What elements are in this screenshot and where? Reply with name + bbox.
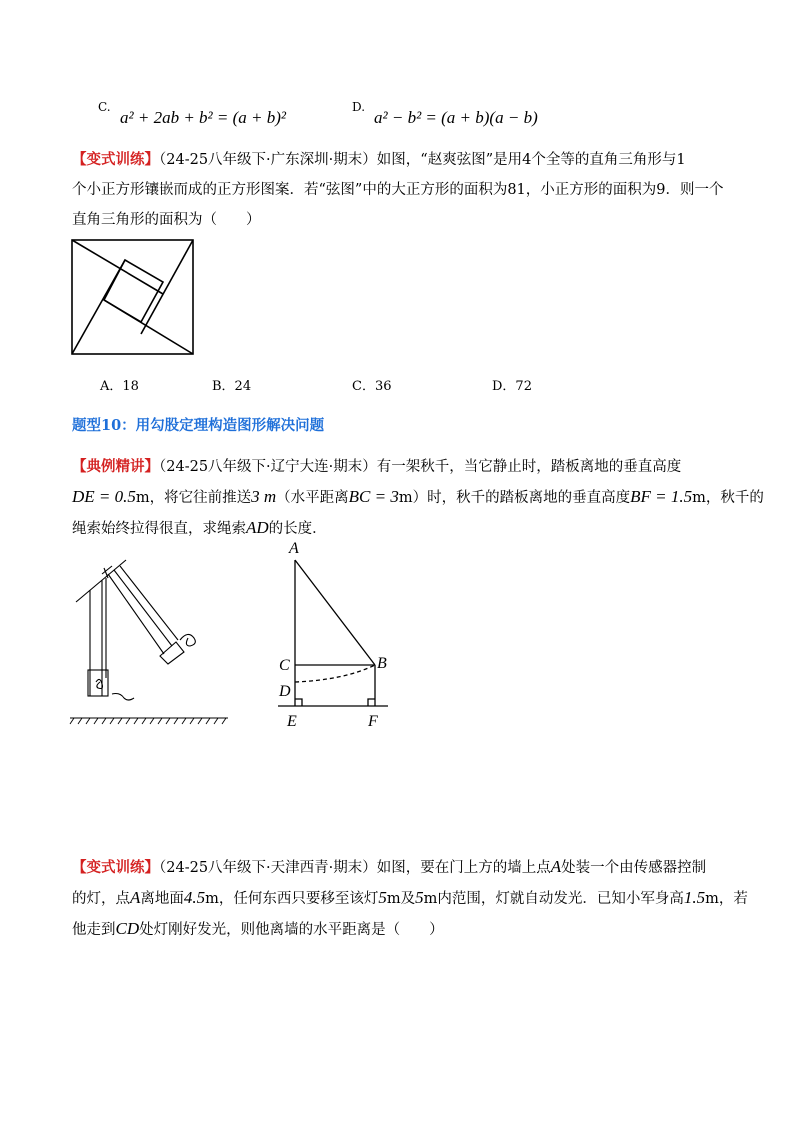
q3-text-2g: m及: [386, 891, 416, 907]
seat-squiggle-2: [112, 694, 134, 701]
q2-push: 3 m: [251, 487, 277, 506]
q2-line2: [72, 482, 764, 513]
q3-text-2e: m，任何东西只要移至该灯: [205, 891, 379, 907]
q2-text-3c: 的长度．: [268, 521, 327, 537]
q1-tag: 【变式训练】: [72, 151, 159, 168]
q2-line1: [72, 452, 752, 482]
zhao-shuang-figure: [70, 238, 196, 356]
option-d-label: D.: [352, 100, 366, 114]
geometry-figure: [276, 538, 396, 734]
label-c: C: [279, 657, 290, 674]
option-c-label: C.: [98, 100, 111, 114]
q2-de: DE = 0.5: [72, 487, 136, 506]
seat-pushed-squiggle: [180, 634, 195, 646]
triangle-edge: [72, 240, 163, 294]
q3-person-height: 1.5: [683, 888, 706, 907]
q2-line3: [72, 513, 752, 544]
segment-ab: [295, 560, 375, 665]
q2-text: [72, 452, 764, 544]
q3-text-3c: 处灯刚好发光，则他离墙的水平距离是（ ）: [139, 922, 444, 938]
q2-tag: 【典例精讲】: [72, 458, 159, 475]
ground-hatch: [70, 718, 226, 724]
beam: [76, 560, 126, 602]
outer-square: [72, 240, 193, 354]
option-d-formula: a² − b² = (a + b)(a − b): [374, 108, 538, 127]
q3-source: （24-25八年级下·天津西青·期末）: [159, 860, 377, 876]
right-angle-f: [368, 699, 375, 706]
seat-pushed: [160, 642, 184, 664]
q3-text-2i: m内范围，灯就自动发光．已知小军身高: [423, 891, 684, 907]
q3-dist1: 5: [378, 888, 387, 907]
q1-line2: 个小正方形镶嵌而成的正方形图案．若“弦图”中的大正方形的面积为81，小正方形的面积为9．则一个: [72, 182, 724, 198]
q1-source: （24-25八年级下·广东深圳·期末）: [159, 152, 377, 168]
q2-bf: BF = 1.5: [630, 487, 693, 506]
q3-line2: [72, 883, 752, 914]
q1-text: [72, 145, 732, 235]
q2-source: （24-25八年级下·辽宁大连·期末）: [159, 459, 377, 475]
q3-text-1c: 处装一个由传感器控制: [561, 860, 707, 876]
label-e: E: [287, 713, 297, 730]
q3-text-1a: 如图，要在门上方的墙上点: [376, 860, 551, 876]
swing-sketch: [68, 558, 234, 730]
q3-text-3a: 他走到: [72, 922, 116, 938]
q1-choices: [0, 375, 800, 395]
label-d: D: [279, 683, 291, 700]
q3-line1: [72, 852, 752, 883]
q2-text-2f: m）时，秋千的踏板离地的垂直高度: [398, 490, 631, 506]
q3-line3: [72, 914, 752, 945]
q3-point-a2: A: [130, 888, 141, 907]
choice-d[interactable]: D．72: [492, 379, 532, 394]
label-a: A: [289, 540, 299, 557]
seat-rest: [88, 670, 108, 696]
choice-b[interactable]: B．24: [212, 379, 252, 394]
q2-bc: BC = 3: [348, 487, 399, 506]
q3-point-a: A: [550, 857, 562, 876]
q3-height: 4.5: [183, 888, 206, 907]
label-f: F: [368, 713, 378, 730]
q2-text-2d: （水平距离: [276, 490, 349, 506]
inner-square: [104, 260, 163, 322]
label-b: B: [377, 655, 387, 672]
q1-line1: [72, 145, 732, 175]
q2-text-1: 有一架秋千，当它静止时，踏板离地的垂直高度: [376, 459, 682, 475]
triangle-edge: [141, 240, 193, 334]
section-title: 题型10：用勾股定理构造图形解决问题: [72, 417, 325, 434]
q2-text-2h: m，秋千的: [692, 490, 764, 506]
choice-c[interactable]: C．36: [352, 379, 392, 394]
q1-text-1: 如图，“赵爽弦图”是用4个全等的直角三角形与1: [376, 152, 686, 168]
q3-text-2c: 离地面: [140, 891, 184, 907]
q3-dist2: 5: [415, 888, 424, 907]
q3-cd: CD: [115, 919, 140, 938]
rope-right-2: [114, 570, 172, 646]
right-angle-e: [295, 699, 302, 706]
q3-text-2k: m，若: [705, 891, 748, 907]
q2-text-2b: m，将它往前推送: [135, 490, 252, 506]
q3-tag: 【变式训练】: [72, 859, 159, 876]
q2-ad: AD: [246, 518, 269, 537]
choice-a[interactable]: A．18: [100, 379, 139, 394]
q2-text-3a: 绳索始终拉得很直，求绳索: [72, 521, 246, 537]
q1-line3: 直角三角形的面积为（ ）: [72, 212, 261, 228]
option-c-formula: a² + 2ab + b² = (a + b)²: [120, 108, 286, 127]
q3-text-2a: 的灯，点: [72, 891, 130, 907]
arc-db: [295, 665, 375, 682]
q3-text: [72, 852, 752, 945]
